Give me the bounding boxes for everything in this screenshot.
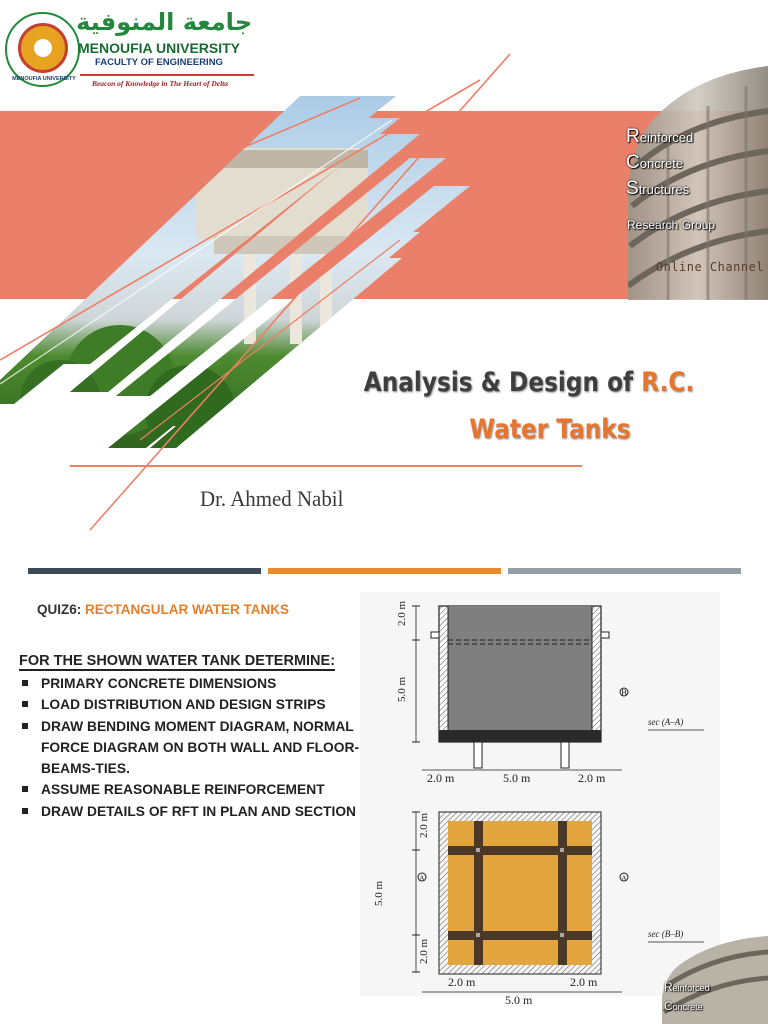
header-bar-dark xyxy=(28,568,261,574)
plan-dim-bottom: 2.0 m xyxy=(418,938,430,964)
corner-rcs-reinforced: Reinforced xyxy=(664,980,710,994)
faculty-name: FACULTY OF ENGINEERING xyxy=(95,57,223,68)
rcs-line-reinforced: Reinforced xyxy=(626,126,694,147)
list-item: ASSUME REASONABLE REINFORCEMENT xyxy=(19,779,369,800)
plan-dim-mid-bottom: 5.0 m xyxy=(505,993,533,1007)
corner-rcs-concrete: Concrete xyxy=(664,999,703,1013)
plan-b-b xyxy=(412,812,628,992)
section-dim-right: 2.0 m xyxy=(578,771,606,785)
section-marker: B xyxy=(621,688,628,698)
list-item: DRAW BENDING MOMENT DIAGRAM, NORMAL FORCE DIAGRAM ON BOTH WALL AND FLOOR-BEAMS-TIES. xyxy=(19,716,369,780)
rcs-line-structures: Structures xyxy=(626,178,690,199)
plan-dim-left: 2.0 m xyxy=(448,975,476,989)
research-group-label: Research Group xyxy=(627,218,716,232)
plan-marker-right: A xyxy=(621,874,627,883)
quiz-task-list xyxy=(19,673,369,822)
header-bar-orange xyxy=(268,568,501,574)
online-channel-label: Online Channel xyxy=(655,260,764,274)
plan-dim-mid: 5.0 m xyxy=(373,880,385,906)
section-dim-top: 2.0 m xyxy=(396,600,408,626)
author-name: Dr. Ahmed Nabil xyxy=(200,486,344,511)
plan-dim-right: 2.0 m xyxy=(570,975,598,989)
list-item: LOAD DISTRIBUTION AND DESIGN STRIPS xyxy=(19,694,369,715)
list-item: PRIMARY CONCRETE DIMENSIONS xyxy=(19,673,369,694)
plan-dim-top: 2.0 m xyxy=(418,812,430,838)
title-divider xyxy=(70,465,582,467)
list-item: DRAW DETAILS OF RFT IN PLAN AND SECTION xyxy=(19,801,369,822)
header-bar-gray xyxy=(508,568,741,574)
section-dim-left: 2.0 m xyxy=(427,771,455,785)
university-arabic-name: جامعة المنوفية xyxy=(76,8,252,36)
seal-caption: MENOUFIA UNIVERSITY xyxy=(12,76,76,82)
quiz-heading: FOR THE SHOWN WATER TANK DETERMINE: xyxy=(19,653,336,669)
quiz-title: QUIZ6: RECTANGULAR WATER TANKS xyxy=(37,602,289,617)
section-a-label: sec (A–A) xyxy=(648,717,684,727)
quiz-slide xyxy=(0,556,768,1024)
plan-b-label: sec (B–B) xyxy=(648,929,684,939)
rcs-line-concrete: Concrete xyxy=(626,152,684,173)
university-name: MENOUFIA UNIVERSITY xyxy=(77,40,241,56)
slide-subtitle: Water Tanks xyxy=(469,414,631,445)
section-dim-mid: 5.0 m xyxy=(503,771,531,785)
section-dim-height: 5.0 m xyxy=(396,676,408,702)
university-motto: Beacon of Knowledge in The Heart of Delta xyxy=(91,79,229,88)
slide-title: Analysis & Design of R.C. xyxy=(363,367,695,398)
plan-marker-left: A xyxy=(419,874,425,883)
